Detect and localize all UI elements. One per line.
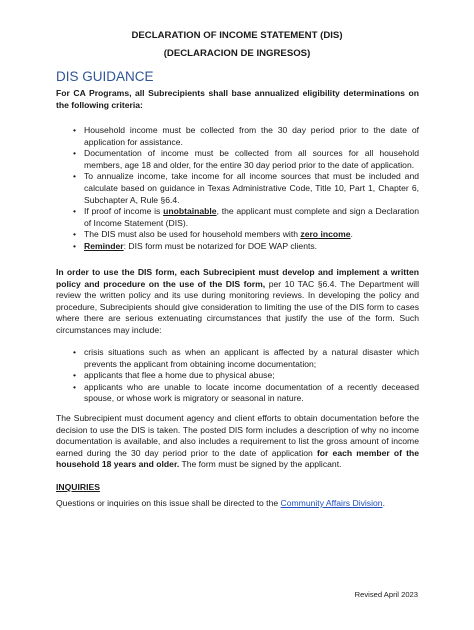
document-title: DECLARATION OF INCOME STATEMENT (DIS) <box>131 30 343 41</box>
list-item: • Documentation of income must be collected from all sources for all household members, age 18 and older, for the entire 30 day period prior to the date of application. <box>56 148 419 171</box>
body-text: The form must be signed by the applicant. <box>179 459 342 470</box>
list-item: • applicants that flee a home due to physical abuse; <box>56 370 419 382</box>
list-item <box>56 206 419 229</box>
item-text: . <box>350 229 353 240</box>
inquiries-paragraph <box>56 498 385 508</box>
criteria-list <box>56 125 419 253</box>
inquiries-heading: INQUIRIES <box>56 482 100 492</box>
bold-text: In order to use the DIS form, each Subrecipient must develop and implement a written policy and procedure on the use of the DIS form, <box>56 267 419 289</box>
body-text: Questions or inquiries on this issue shall be directed to the <box>56 498 281 508</box>
list-item: • To annualize income, take income for all income sources that must be included and calculate based on guidance in Texas Administrative Code, Title 10, Part 1, Chapter 6, Subchapter A, Rule §6.4. <box>56 171 419 206</box>
circumstances-list <box>56 347 419 405</box>
revised-date: Revised April 2023 <box>354 590 418 599</box>
emphasis-text: Reminder <box>84 240 124 251</box>
item-text: If proof of income is <box>84 206 164 217</box>
body-text: The Subrecipient must document agency and client efforts to obtain documentation before the decision to use the DIS is taken. The posted DIS form includes a description of why no income documentation is available, and also includes a requirement to list the gross amount of income earned during the 30 day period prior to the date of application <box>56 413 419 458</box>
item-text: : DIS form must be notarized for DOE WAP clients. <box>123 240 318 251</box>
section-heading: DIS GUIDANCE <box>56 69 154 84</box>
list-item: • applicants who are unable to locate income documentation of a recently deceased spouse, or whose work is migratory or seasonal in nature. <box>56 382 419 405</box>
body-text: . <box>382 498 385 508</box>
bold-text: for each member of the household 18 years and older. <box>56 447 419 470</box>
community-affairs-link[interactable]: Community Affairs Division <box>280 498 383 508</box>
list-item <box>56 229 419 241</box>
item-text: The DIS must also be used for household members with <box>84 229 301 240</box>
emphasis-text: unobtainable <box>163 206 217 217</box>
list-item: • Household income must be collected from the 30 day period prior to the date of application for assistance. <box>56 125 419 148</box>
policy-paragraph <box>56 267 419 337</box>
list-item: • crisis situations such as when an applicant is affected by a natural disaster which prevents the applicant from obtaining income documentation; <box>56 347 419 370</box>
intro-paragraph: For CA Programs, all Subrecipients shall base annualized eligibility determinations on the following criteria: <box>56 88 419 110</box>
documentation-paragraph <box>56 413 419 471</box>
emphasis-text: zero income <box>300 229 351 240</box>
item-text: , the applicant must complete and sign a Declaration of Income Statement (DIS). <box>84 206 419 228</box>
body-text: per 10 TAC §6.4. The Department will review the written policy and its use during monitoring reviews. In developing the policy and procedure, Subrecipients should give consideration to limiting the use of the DIS form to cases where there are serious extenuating circumstances that justify the use of the form. Such circumstances may include: <box>56 278 419 335</box>
document-subtitle: (DECLARACION DE INGRESOS) <box>163 48 311 59</box>
list-item <box>56 241 419 253</box>
